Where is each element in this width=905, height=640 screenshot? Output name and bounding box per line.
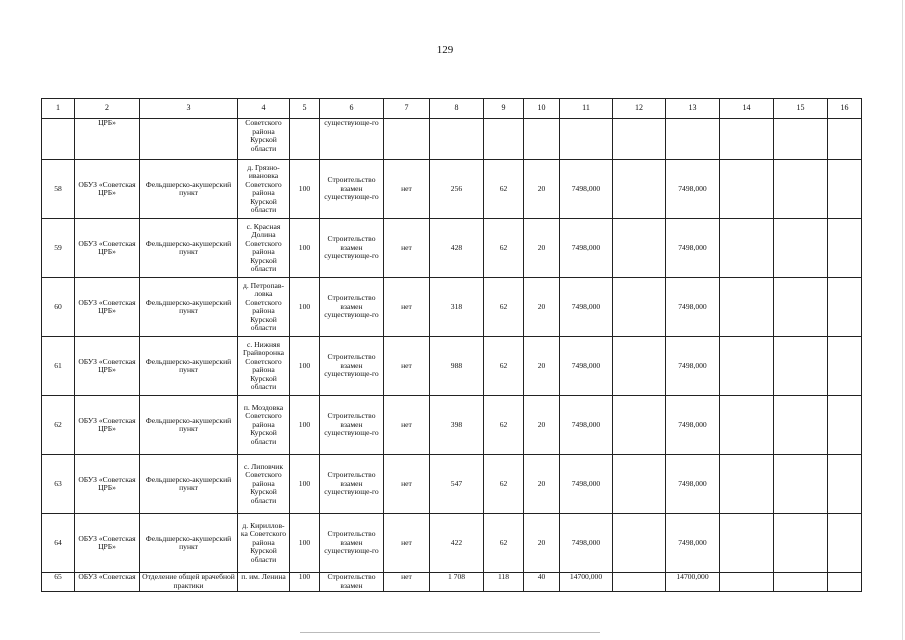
column-header: 15	[774, 99, 828, 119]
table-cell: 40	[524, 573, 560, 592]
table-cell: 7498,000	[666, 455, 720, 514]
table-cell: 1 708	[430, 573, 484, 592]
table-cell	[290, 119, 320, 160]
table-cell: 7498,000	[560, 278, 613, 337]
table-cell: 62	[484, 396, 524, 455]
column-header: 2	[75, 99, 140, 119]
table-cell: п. им. Ленина	[238, 573, 290, 592]
table-cell: 100	[290, 514, 320, 573]
table-cell: 20	[524, 219, 560, 278]
table-cell: 7498,000	[560, 455, 613, 514]
table-cell: Фельдшерско-акушерский пункт	[140, 160, 238, 219]
table-cell	[613, 119, 666, 160]
table-cell	[720, 573, 774, 592]
table-cell: ЦРБ»	[75, 119, 140, 160]
table-cell: нет	[384, 396, 430, 455]
table-cell: с. Нижняя Грайворонка Советского района Курской области	[238, 337, 290, 396]
column-header: 16	[828, 99, 862, 119]
table-cell: 62	[42, 396, 75, 455]
table-cell: Фельдшерско-акушерский пункт	[140, 455, 238, 514]
table-row	[42, 337, 862, 396]
table-cell	[666, 119, 720, 160]
table-cell: ОБУЗ «Советская ЦРБ»	[75, 455, 140, 514]
table-cell: Фельдшерско-акушерский пункт	[140, 219, 238, 278]
table-cell	[774, 573, 828, 592]
table-cell	[828, 119, 862, 160]
table-cell: ОБУЗ «Советская ЦРБ»	[75, 514, 140, 573]
table-cell: нет	[384, 219, 430, 278]
table-cell: ОБУЗ «Советская ЦРБ»	[75, 396, 140, 455]
table-cell: 62	[484, 219, 524, 278]
table-cell	[828, 337, 862, 396]
table-row	[42, 514, 862, 573]
table-cell: д. Грязно-ивановка Советского района Курской области	[238, 160, 290, 219]
table-cell: 318	[430, 278, 484, 337]
column-header: 6	[320, 99, 384, 119]
table-cell: Строительство взамен существующе-го	[320, 278, 384, 337]
page-edge-rule	[902, 0, 903, 640]
table-cell: 65	[42, 573, 75, 592]
column-header: 14	[720, 99, 774, 119]
table-cell: 62	[484, 337, 524, 396]
table-cell: нет	[384, 337, 430, 396]
table-cell: нет	[384, 160, 430, 219]
table-cell: 20	[524, 337, 560, 396]
table-cell	[613, 278, 666, 337]
table-cell	[613, 160, 666, 219]
table-cell	[720, 455, 774, 514]
table-cell: 100	[290, 455, 320, 514]
table-cell: Советского района Курской области	[238, 119, 290, 160]
table-cell	[384, 119, 430, 160]
table-cell: 64	[42, 514, 75, 573]
table-cell	[613, 396, 666, 455]
table-cell	[484, 119, 524, 160]
table-cell	[613, 219, 666, 278]
table-cell	[42, 119, 75, 160]
table-cell: 100	[290, 278, 320, 337]
table-cell	[720, 160, 774, 219]
table-cell	[613, 337, 666, 396]
table-cell: 20	[524, 160, 560, 219]
table-body	[42, 119, 862, 592]
table-cell: 7498,000	[560, 514, 613, 573]
table-cell: Строительство взамен существующе-го	[320, 455, 384, 514]
table-cell	[828, 573, 862, 592]
table-cell: 7498,000	[666, 219, 720, 278]
column-header: 1	[42, 99, 75, 119]
table-cell: 256	[430, 160, 484, 219]
table-cell	[720, 337, 774, 396]
table-cell: 14700,000	[560, 573, 613, 592]
table-cell: существующе-го	[320, 119, 384, 160]
column-header: 8	[430, 99, 484, 119]
table-row	[42, 278, 862, 337]
table-cell	[774, 278, 828, 337]
document-table-wrapper	[41, 98, 862, 592]
column-header: 10	[524, 99, 560, 119]
table-cell	[613, 514, 666, 573]
table-cell: Строительство взамен существующе-го	[320, 160, 384, 219]
table-cell: ОБУЗ «Советская ЦРБ»	[75, 337, 140, 396]
table-cell: 118	[484, 573, 524, 592]
table-row	[42, 455, 862, 514]
table-cell	[560, 119, 613, 160]
table-cell	[613, 573, 666, 592]
table-cell: Строительство взамен существующе-го	[320, 514, 384, 573]
table-cell: 58	[42, 160, 75, 219]
table-cell: Отделение общей врачебной практики	[140, 573, 238, 592]
table-cell: Фельдшерско-акушерский пункт	[140, 396, 238, 455]
table-cell: Фельдшерско-акушерский пункт	[140, 514, 238, 573]
table-cell: 62	[484, 514, 524, 573]
table-cell	[774, 337, 828, 396]
table-cell: ОБУЗ «Советская ЦРБ»	[75, 278, 140, 337]
table-cell: 20	[524, 455, 560, 514]
table-cell: 20	[524, 396, 560, 455]
table-cell: 988	[430, 337, 484, 396]
table-cell: 61	[42, 337, 75, 396]
table-cell: 59	[42, 219, 75, 278]
table-cell: 100	[290, 219, 320, 278]
table-cell	[828, 396, 862, 455]
table-cell	[774, 219, 828, 278]
table-cell: Строительство взамен существующе-го	[320, 337, 384, 396]
table-cell	[774, 455, 828, 514]
column-header: 13	[666, 99, 720, 119]
table-cell	[720, 219, 774, 278]
table-cell: 62	[484, 160, 524, 219]
table-cell: с. Красная Долина Советского района Курской области	[238, 219, 290, 278]
table-row	[42, 160, 862, 219]
table-cell: 547	[430, 455, 484, 514]
table-cell: 62	[484, 278, 524, 337]
table-cell	[828, 278, 862, 337]
table-cell: 7498,000	[666, 337, 720, 396]
table-cell: 63	[42, 455, 75, 514]
table-cell	[828, 514, 862, 573]
table-cell	[140, 119, 238, 160]
table-cell	[524, 119, 560, 160]
table-cell: нет	[384, 278, 430, 337]
table-cell	[828, 455, 862, 514]
table-cell: 14700,000	[666, 573, 720, 592]
table-cell: Фельдшерско-акушерский пункт	[140, 278, 238, 337]
table-cell: Строительство взамен существующе-го	[320, 396, 384, 455]
page-number: 129	[436, 44, 454, 56]
table-cell	[720, 396, 774, 455]
table-cell: ОБУЗ «Советская ЦРБ»	[75, 219, 140, 278]
table-cell: 7498,000	[666, 278, 720, 337]
table-row	[42, 219, 862, 278]
table-cell: 20	[524, 514, 560, 573]
table-cell: 100	[290, 337, 320, 396]
facilities-table	[41, 98, 862, 592]
table-cell	[774, 396, 828, 455]
table-cell	[774, 119, 828, 160]
table-cell	[828, 219, 862, 278]
column-header: 3	[140, 99, 238, 119]
table-row	[42, 119, 862, 160]
table-cell	[430, 119, 484, 160]
column-header: 12	[613, 99, 666, 119]
table-cell: Строительство взамен	[320, 573, 384, 592]
table-cell	[828, 160, 862, 219]
table-cell	[720, 514, 774, 573]
page-bottom-rule	[300, 632, 600, 633]
table-cell: 7498,000	[666, 514, 720, 573]
table-cell: нет	[384, 514, 430, 573]
table-row	[42, 396, 862, 455]
table-cell: нет	[384, 573, 430, 592]
column-header: 5	[290, 99, 320, 119]
table-cell	[720, 278, 774, 337]
table-cell: 7498,000	[560, 396, 613, 455]
table-cell: Фельдшерско-акушерский пункт	[140, 337, 238, 396]
table-cell: д. Кириллов-ка Советского района Курской области	[238, 514, 290, 573]
table-cell: 398	[430, 396, 484, 455]
table-cell: 100	[290, 573, 320, 592]
table-cell: ОБУЗ «Советская	[75, 573, 140, 592]
table-cell: 7498,000	[666, 396, 720, 455]
table-cell: 100	[290, 396, 320, 455]
table-cell	[720, 119, 774, 160]
table-cell: 7498,000	[560, 219, 613, 278]
table-cell: 7498,000	[560, 160, 613, 219]
column-header: 9	[484, 99, 524, 119]
table-cell: 62	[484, 455, 524, 514]
table-cell: 60	[42, 278, 75, 337]
table-cell	[613, 455, 666, 514]
table-cell	[774, 160, 828, 219]
table-cell	[774, 514, 828, 573]
table-cell: с. Липовчик Советского района Курской области	[238, 455, 290, 514]
table-header-row	[42, 99, 862, 119]
table-cell: 428	[430, 219, 484, 278]
column-header: 7	[384, 99, 430, 119]
table-cell: 7498,000	[560, 337, 613, 396]
column-header: 11	[560, 99, 613, 119]
table-cell: п. Моздовка Советского района Курской области	[238, 396, 290, 455]
table-cell: нет	[384, 455, 430, 514]
column-header: 4	[238, 99, 290, 119]
table-cell: 100	[290, 160, 320, 219]
table-cell: Строительство взамен существующе-го	[320, 219, 384, 278]
table-row	[42, 573, 862, 592]
table-cell: 20	[524, 278, 560, 337]
table-cell: д. Петропав-ловка Советского района Курской области	[238, 278, 290, 337]
table-cell: 7498,000	[666, 160, 720, 219]
table-cell: 422	[430, 514, 484, 573]
table-cell: ОБУЗ «Советская ЦРБ»	[75, 160, 140, 219]
